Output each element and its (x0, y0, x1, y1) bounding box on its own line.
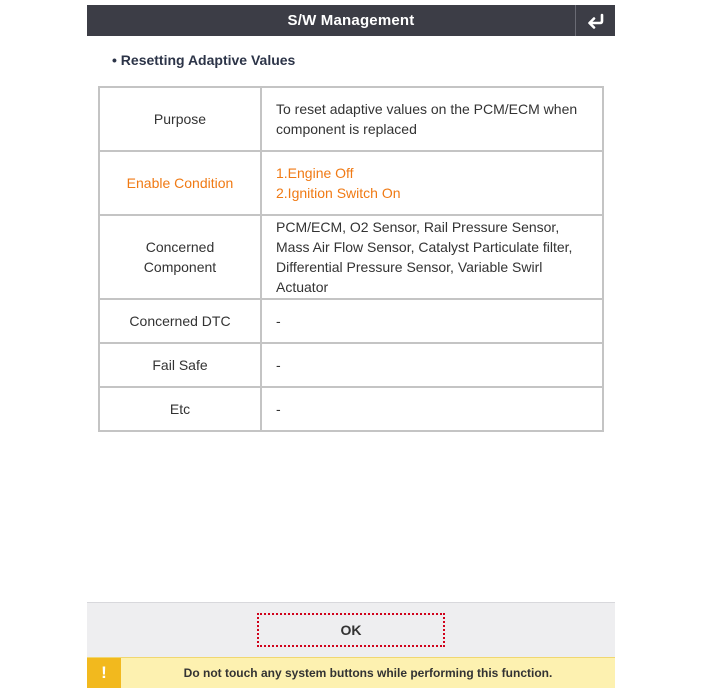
sw-management-dialog (87, 5, 615, 687)
table-row-fail-safe (99, 343, 603, 387)
condition-line: 1.Engine Off (276, 165, 354, 181)
table-row-concerned-dtc (99, 299, 603, 343)
row-value: - (261, 387, 603, 431)
title-bar (87, 5, 615, 36)
row-value: To reset adaptive values on the PCM/ECM when component is replaced (261, 87, 603, 151)
ok-button[interactable]: OK (257, 613, 445, 647)
row-label-text: Concerned Component (143, 239, 217, 275)
back-button[interactable] (575, 5, 615, 36)
row-label: Purpose (99, 87, 261, 151)
footer-bar (87, 602, 615, 657)
page-title: S/W Management (287, 12, 415, 29)
row-label (99, 215, 261, 299)
condition-line: 2.Ignition Switch On (276, 185, 401, 201)
return-arrow-icon (587, 13, 605, 29)
row-value (261, 151, 603, 215)
table-row-etc (99, 387, 603, 431)
row-label: Etc (99, 387, 261, 431)
section-title: • Resetting Adaptive Values (112, 52, 296, 68)
warning-text: Do not touch any system buttons while performing this function. (183, 666, 553, 680)
row-value: PCM/ECM, O2 Sensor, Rail Pressure Sensor, Mass Air Flow Sensor, Catalyst Particulate filter, Differential Pressure Sensor, Variable Swirl Actuator (261, 215, 603, 299)
table-row-enable-condition (99, 151, 603, 215)
row-value: - (261, 299, 603, 343)
row-label: Fail Safe (99, 343, 261, 387)
row-label: Enable Condition (99, 151, 261, 215)
info-table (98, 86, 604, 432)
warning-icon: ! (87, 658, 121, 688)
row-label: Concerned DTC (99, 299, 261, 343)
table-row-concerned-component (99, 215, 603, 299)
warning-banner (87, 657, 615, 688)
table-row-purpose (99, 87, 603, 151)
row-value: - (261, 343, 603, 387)
